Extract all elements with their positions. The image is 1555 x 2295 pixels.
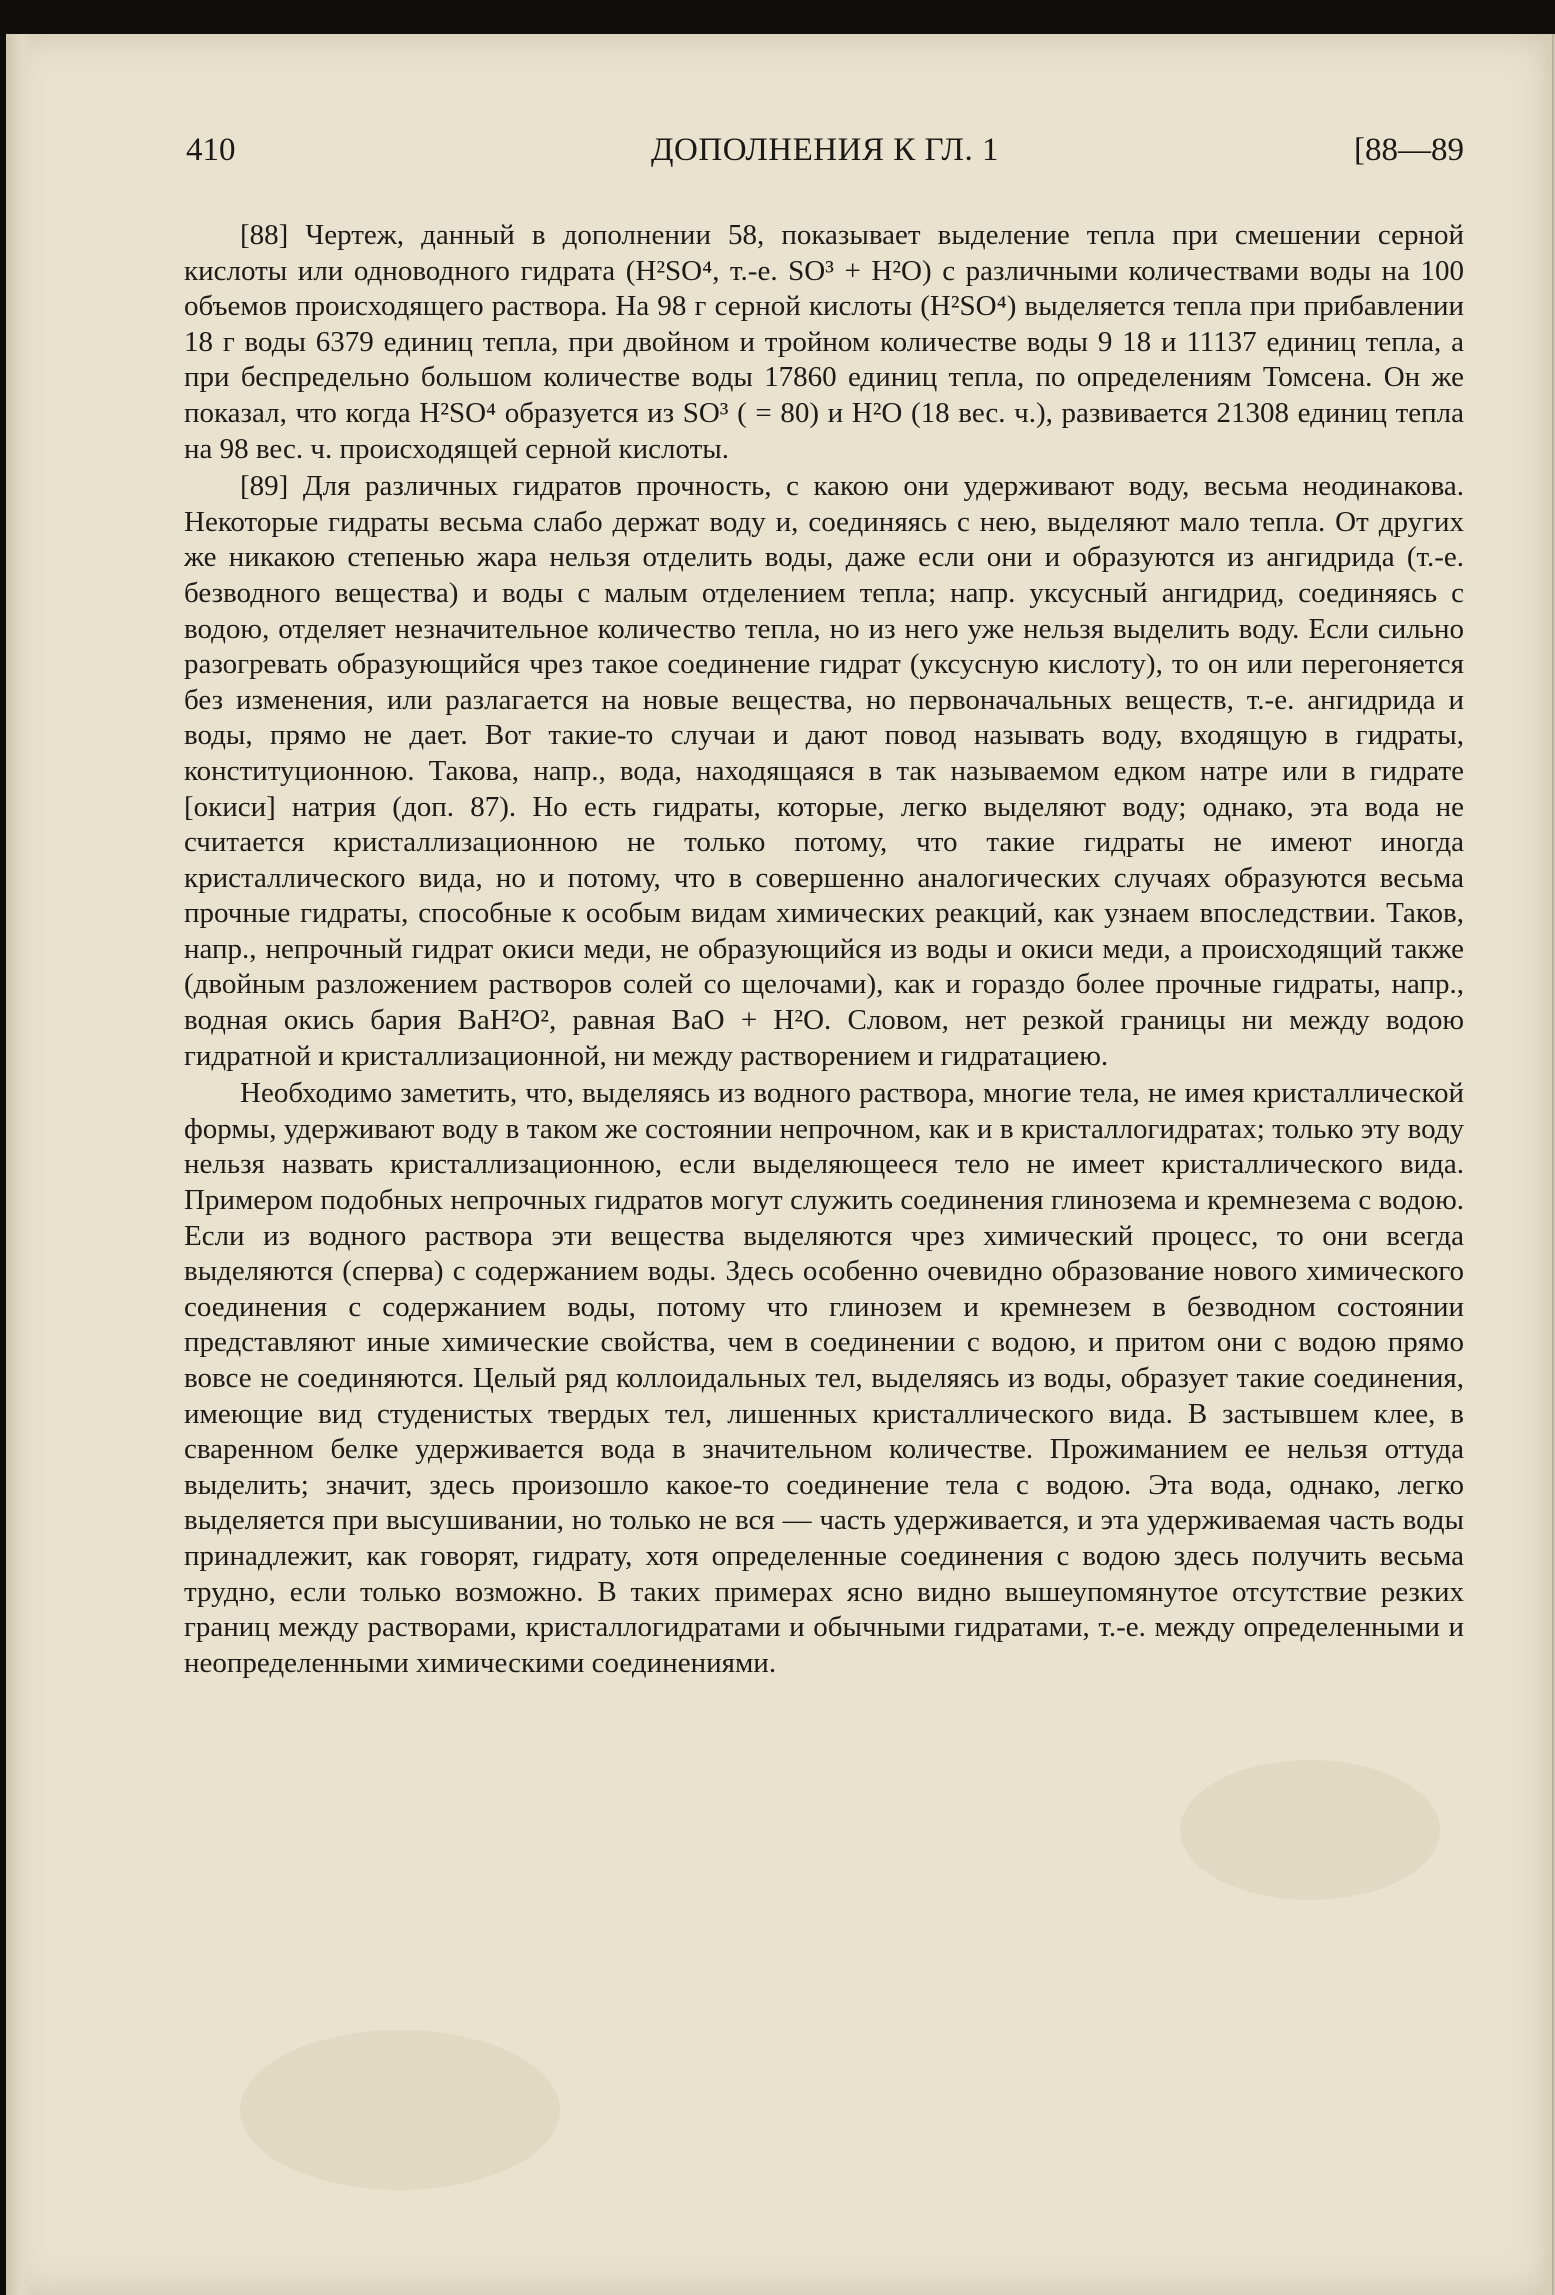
- scan-background-top: [0, 0, 1555, 38]
- page-number: 410: [186, 132, 236, 168]
- paper-stain: [1180, 1760, 1440, 1900]
- paragraph-note-89: [89] Для различных гидратов прочность, с какою они удерживают воду, весьма неодинакова. Некоторые гидраты весьма слабо держат воду и, соединяясь с нею, выделяют мало тепла. От других же никакою степенью жара нельзя отделить воды, даже если они и образуются из ангидрида (т.-е. безводного вещества) и воды с малым отделением тепла; напр. уксусный ангидрид, соединяясь с водою, отделяет незначительное количество тепла, но из него уже нельзя выделить воду. Если сильно разогревать образующийся чрез такое соединение гидрат (уксусную кислоту), то он или перегоняется без изменения, или разлагается на новые вещества, но первоначальных веществ, т.-е. ангидрида и воды, прямо не дает. Вот такие-то случаи и дают повод называть воду, входящую в гидраты, конституционною. Такова, напр., вода, находящаяся в так называемом едком натре или в гидрате [окиси] натрия (доп. 87). Но есть гидраты, которые, легко выделяют воду; однако, эта вода не считается кристаллизационною не только потому, что такие гидраты не имеют иногда кристаллического вида, но и потому, что в совершенно аналогических случаях образуются весьма прочные гидраты, способные к особым видам химических реакций, как узнаем впоследствии. Таков, напр., непрочный гидрат окиси меди, не образующийся из воды и окиси меди, а происходящий также (двойным разложением растворов солей со щелочами), как и гораздо более прочные гидраты, напр., водная окись бария BaH²O², равная BaO + H²O. Словом, нет резкой границы ни между водою гидратной и кристаллизационной, ни между растворением и гидратациею.: [184, 470, 1464, 1072]
- paper-stain: [240, 2030, 560, 2190]
- page-outer-edge: [1540, 34, 1555, 2295]
- paragraph-note-88: [88] Чертеж, данный в дополнении 58, показывает выделение тепла при смешении серной кислоты или одноводного гидрата (H²SO⁴, т.-е. SO³ + H²O) с различными количествами воды на 100 объемов происходящего раствора. На 98 г серной кислоты (H²SO⁴) выделяется тепла при прибавлении 18 г воды 6379 единиц тепла, при двойном и тройном количестве воды 9 18 и 11137 единиц тепла, а при беспредельно большом количестве воды 17860 единиц тепла, по определениям Томсена. Он же показал, что когда H²SO⁴ образуется из SO³ ( = 80) и H²O (18 вес. ч.), развивается 21308 единиц тепла на 98 вес. ч. происходящей серной кислоты.: [184, 219, 1464, 465]
- running-title: ДОПОЛНЕНИЯ К ГЛ. 1: [651, 132, 999, 168]
- section-range: [88—89: [1354, 132, 1464, 168]
- page-binding-edge: [6, 34, 32, 2295]
- page-header: [186, 132, 1464, 184]
- paragraph-note-89-continued: Необходимо заметить, что, выделяясь из водного раствора, многие тела, не имея кристаллической формы, удерживают воду в таком же состоянии непрочном, как и в кристаллогидратах; только эту воду нельзя назвать кристаллизационною, если выделяющееся тело не имеет кристаллического вида. Примером подобных непрочных гидратов могут служить соединения глинозема и кремнезема с водою. Если из водного раствора эти вещества выделяются чрез химический процесс, то они всегда выделяются (сперва) с содержанием воды. Здесь особенно очевидно образование нового химического соединения с содержанием воды, потому что глинозем и кремнезем в безводном состоянии представляют иные химические свойства, чем в соединении с водою, и притом они с водою прямо вовсе не соединяются. Целый ряд коллоидальных тел, выделяясь из воды, образует такие соединения, имеющие вид студенистых твердых тел, лишенных кристаллического вида. В застывшем клее, в сваренном белке удерживается вода в значительном количестве. Прожиманием ее нельзя оттуда выделить; значит, здесь произошло какое-то соединение тела с водою. Эта вода, однако, легко выделяется при высушивании, но только не вся — часть удерживается, и эта удерживаемая часть воды принадлежит, как говорят, гидрату, хотя определенные соединения с водою здесь получить весьма трудно, если только возможно. В таких примерах ясно видно вышеупомянутое отсутствие резких границ между растворами, кристаллогидратами и обычными гидратами, т.-е. между определенными и неопределенными химическими соединениями.: [184, 1077, 1464, 1679]
- body-text: [184, 218, 1464, 1681]
